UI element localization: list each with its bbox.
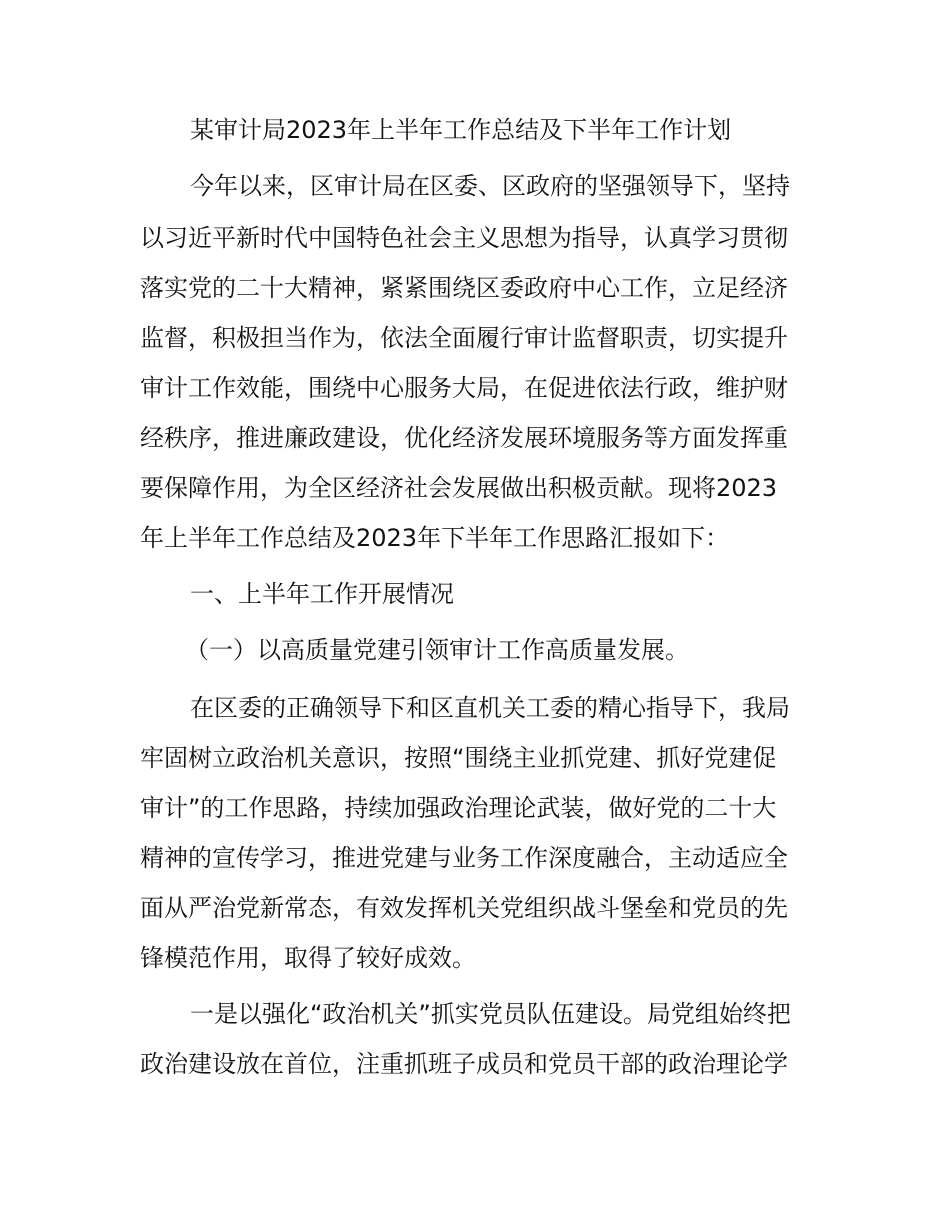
section-heading: 一、上半年工作开展情况 xyxy=(190,580,454,608)
paragraph-line: 年上半年工作总结及2023年下半年工作思路汇报如下： xyxy=(140,524,730,552)
paragraph-line: 锋模范作用，取得了较好成效。 xyxy=(140,944,476,972)
paragraph-line: 以习近平新时代中国特色社会主义思想为指导，认真学习贯彻 xyxy=(140,224,788,252)
subsection-heading: （一）以高质量党建引领审计工作高质量发展。 xyxy=(185,636,689,664)
paragraph-line: 政治建设放在首位，注重抓班子成员和党员干部的政治理论学 xyxy=(140,1050,788,1078)
paragraph-line: 一是以强化“政治机关”抓实党员队伍建设。局党组始终把 xyxy=(190,1000,791,1028)
paragraph-line: 在区委的正确领导下和区直机关工委的精心指导下，我局 xyxy=(190,694,790,722)
paragraph-line: 监督，积极担当作为，依法全面履行审计监督职责，切实提升 xyxy=(140,324,788,352)
paragraph-line: 要保障作用，为全区经济社会发展做出积极贡献。现将2023 xyxy=(140,474,778,502)
paragraph-line: 精神的宣传学习，推进党建与业务工作深度融合，主动适应全 xyxy=(140,844,788,872)
paragraph-line: 今年以来，区审计局在区委、区政府的坚强领导下，坚持 xyxy=(190,172,790,200)
paragraph-line: 面从严治党新常态，有效发挥机关党组织战斗堡垒和党员的先 xyxy=(140,894,788,922)
paragraph-line: 审计工作效能，围绕中心服务大局，在促进依法行政，维护财 xyxy=(140,374,788,402)
paragraph-line: 经秩序，推进廉政建设，优化经济发展环境服务等方面发挥重 xyxy=(140,424,788,452)
document-title: 某审计局2023年上半年工作总结及下半年工作计划 xyxy=(190,116,732,144)
paragraph-line: 审计”的工作思路，持续加强政治理论武装，做好党的二十大 xyxy=(140,794,777,822)
paragraph-line: 落实党的二十大精神，紧紧围绕区委政府中心工作，立足经济 xyxy=(140,274,788,302)
paragraph-line: 牢固树立政治机关意识，按照“围绕主业抓党建、抓好党建促 xyxy=(140,744,777,772)
